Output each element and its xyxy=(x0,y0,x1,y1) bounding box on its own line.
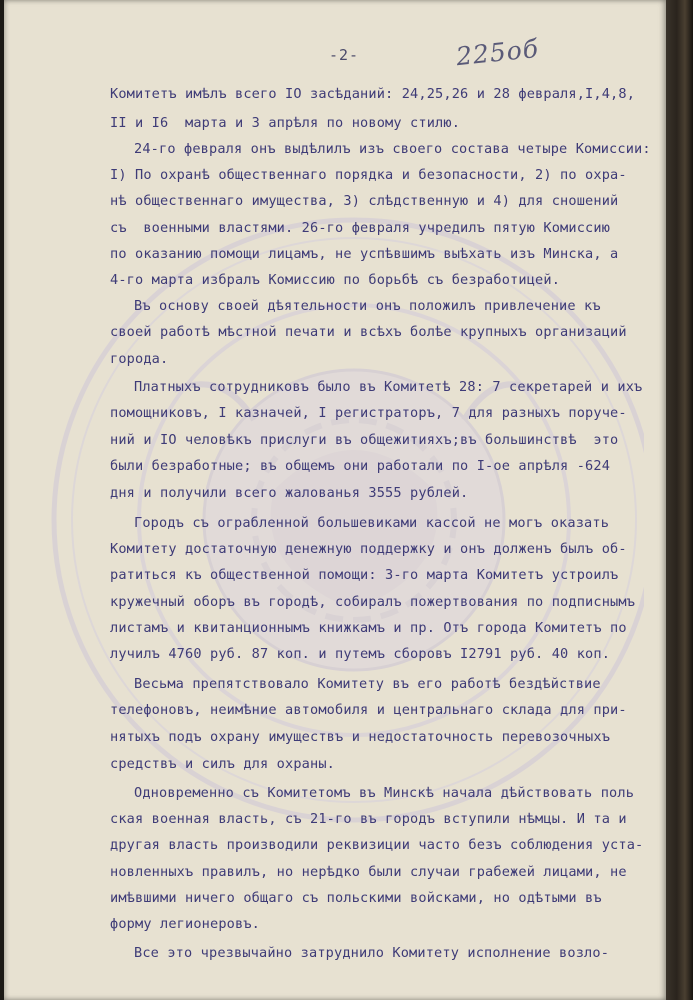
text-line: были безработные; въ общемъ они работали по I-ое апрѣля -624 xyxy=(110,458,611,474)
text-line: Комитету достаточную денежную поддержку и онъ долженъ былъ об- xyxy=(110,541,627,557)
text-line: Въ основу своей дѣятельности онъ положилъ привлечение къ xyxy=(134,298,601,314)
archive-folio-number: 225об xyxy=(454,33,541,72)
text-line: ская военная власть, съ 21-го въ городъ вступили нѣмцы. И та и xyxy=(110,811,627,827)
text-line: своей работѣ мѣстной печати и всѣхъ болѣе крупныхъ организаций xyxy=(110,324,627,340)
text-line: ний и IO человѣкъ прислуги въ общежитияхъ;въ большинствѣ это xyxy=(110,432,619,448)
text-line: кружечный оборъ въ городѣ, собиралъ пожертвования по подписнымъ xyxy=(110,594,636,610)
text-line: Городъ съ ограбленной большевиками кассой не могъ оказать xyxy=(134,515,610,531)
text-line: Платныхъ сотрудниковъ было въ Комитетѣ 28: 7 секретарей и ихъ xyxy=(134,379,643,395)
text-line: ратиться къ общественной помощи: 3-го марта Комитетъ устроилъ xyxy=(110,567,619,583)
document-body xyxy=(4,0,666,1000)
text-line: помощниковъ, I казначей, I регистраторъ, 7 для разныхъ поруче- xyxy=(110,405,627,421)
text-line: II и I6 марта и 3 апрѣля по новому стилю. xyxy=(110,115,461,131)
text-line: дня и получили всего жалованья 3555 рублей. xyxy=(110,485,469,501)
text-line: телефоновъ, неимѣние автомобиля и центральнаго склада для при- xyxy=(110,702,627,718)
page-number: -2- xyxy=(329,46,360,64)
text-line: города. xyxy=(110,351,169,367)
text-line: средствъ и силъ для охраны. xyxy=(110,756,336,772)
text-line: нѣ общественнаго имущества, 3) слѣдственную и 4) для сношений xyxy=(110,193,619,209)
text-line: Весьма препятствовало Комитету въ его работѣ бездѣйствие xyxy=(134,676,601,692)
text-line: 4-го марта избралъ Комиссию по борьбѣ съ безработицей. xyxy=(110,272,561,288)
text-line: Одновременно съ Комитетомъ въ Минскѣ начала дѣйствовать поль xyxy=(134,785,635,801)
text-line: 24-го февраля онъ выдѣлилъ изъ своего состава четыре Комиссии: xyxy=(134,141,651,157)
text-line: Комитетъ имѣлъ всего IO засѣданий: 24,25,26 и 28 февраля,I,4,8, xyxy=(110,86,636,102)
document-page xyxy=(4,0,666,1000)
text-line: форму легионеровъ. xyxy=(110,916,261,932)
binding-edge xyxy=(666,0,693,1000)
text-line: нятыхъ подъ охрану имуществъ и недостаточность перевозочныхъ xyxy=(110,729,611,745)
text-line: по оказанию помощи лицамъ, не успѣвшимъ выѣхать изъ Минска, а xyxy=(110,246,619,262)
text-line: I) По охранѣ общественнаго порядка и безопасности, 2) по охра- xyxy=(110,167,627,183)
text-line: имѣвшими ничего общаго съ польскими войсками, но одѣтыми въ xyxy=(110,890,602,906)
text-line: другая власть производили реквизиции часто безъ соблюдения уста- xyxy=(110,837,644,853)
text-line: листамъ и квитанционнымъ книжкамъ и пр. Отъ города Комитетъ по xyxy=(110,620,627,636)
text-line: съ военными властями. 26-го февраля учредилъ пятую Комиссию xyxy=(110,220,611,236)
text-line: лучилъ 4760 руб. 87 коп. и путемъ сборовъ I2791 руб. 40 коп. xyxy=(110,646,611,662)
text-line: Все это чрезвычайно затруднило Комитету исполнение возло- xyxy=(134,945,610,961)
text-line: новленныхъ правилъ, но нерѣдко были случаи грабежей лицами, не xyxy=(110,864,627,880)
